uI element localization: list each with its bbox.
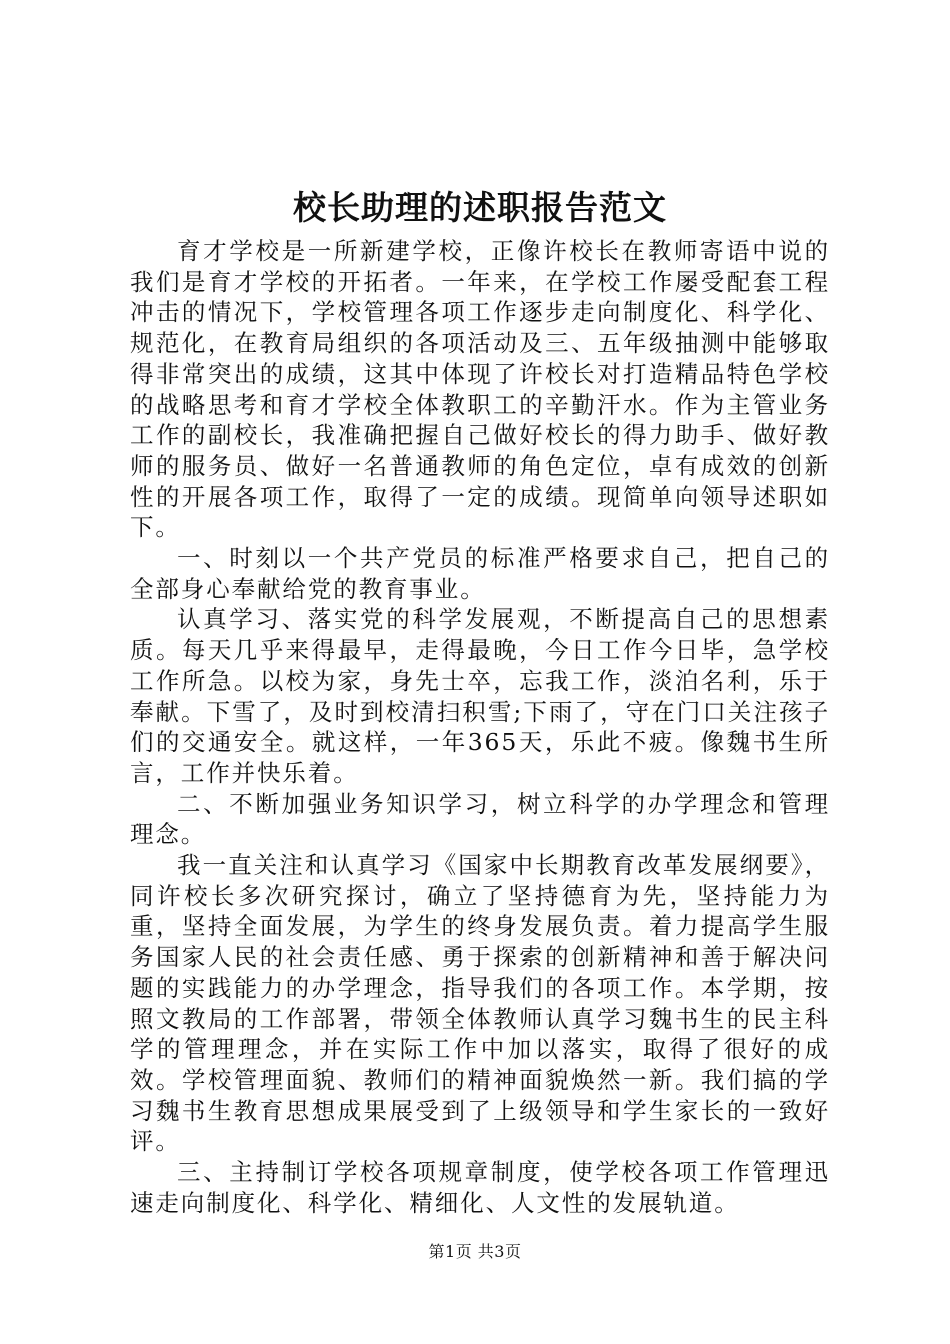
document-body [130,236,830,1219]
section-heading-2: 二、不断加强业务知识学习，树立科学的办学理念和管理理念。 [130,789,830,849]
paragraph-intro: 育才学校是一所新建学校，正像许校长在教师寄语中说的我们是育才学校的开拓者。一年来，在学校工作屡受配套工程冲击的情况下，学校管理各项工作逐步走向制度化、科学化、规范化，在教育局组织的各项活动及三、五年级抽测中能够取得非常突出的成绩，这其中体现了许校长对打造精品特色学校的战略思考和育才学校全体教职工的辛勤汗水。作为主管业务工作的副校长，我准确把握自己做好校长的得力助手、做好教师的服务员、做好一名普通教师的角色定位，卓有成效的创新性的开展各项工作，取得了一定的成绩。现简单向领导述职如下。 [130,237,830,542]
page-number-footer: 第1页 共3页 [428,1242,522,1261]
paragraph-section-2: 我一直关注和认真学习《国家中长期教育改革发展纲要》，同许校长多次研究探讨，确立了坚持德育为先，坚持能力为重，坚持全面发展，为学生的终身发展负责。着力提高学生服务国家人民的社会责任感、勇于探索的创新精神和善于解决问题的实践能力的办学理念，指导我们的各项工作。本学期，按照文教局的工作部署，带领全体教师认真学习魏书生的民主科学的管理理念，并在实际工作中加以落实，取得了很好的成效。学校管理面貌、教师们的精神面貌焕然一新。我们搞的学习魏书生教育思想成果展受到了上级领导和学生家长的一致好评。 [130,851,830,1156]
document-title: 校长助理的述职报告范文 [293,188,667,227]
section-heading-1: 一、时刻以一个共产党员的标准严格要求自己，把自己的全部身心奉献给党的教育事业。 [130,544,830,603]
paragraph-section-1: 认真学习、落实党的科学发展观，不断提高自己的思想素质。每天几乎来得最早，走得最晚，今日工作今日毕，急学校工作所急。以校为家，身先士卒，忘我工作，淡泊名利，乐于奉献。下雪了，及时到校清扫积雪;下雨了，守在门口关注孩子们的交通安全。就这样，一年365天，乐此不疲。像魏书生所言，工作并快乐着。 [130,605,830,787]
section-heading-3: 三、主持制订学校各项规章制度，使学校各项工作管理迅速走向制度化、科学化、精细化、人文性的发展轨道。 [130,1158,830,1217]
